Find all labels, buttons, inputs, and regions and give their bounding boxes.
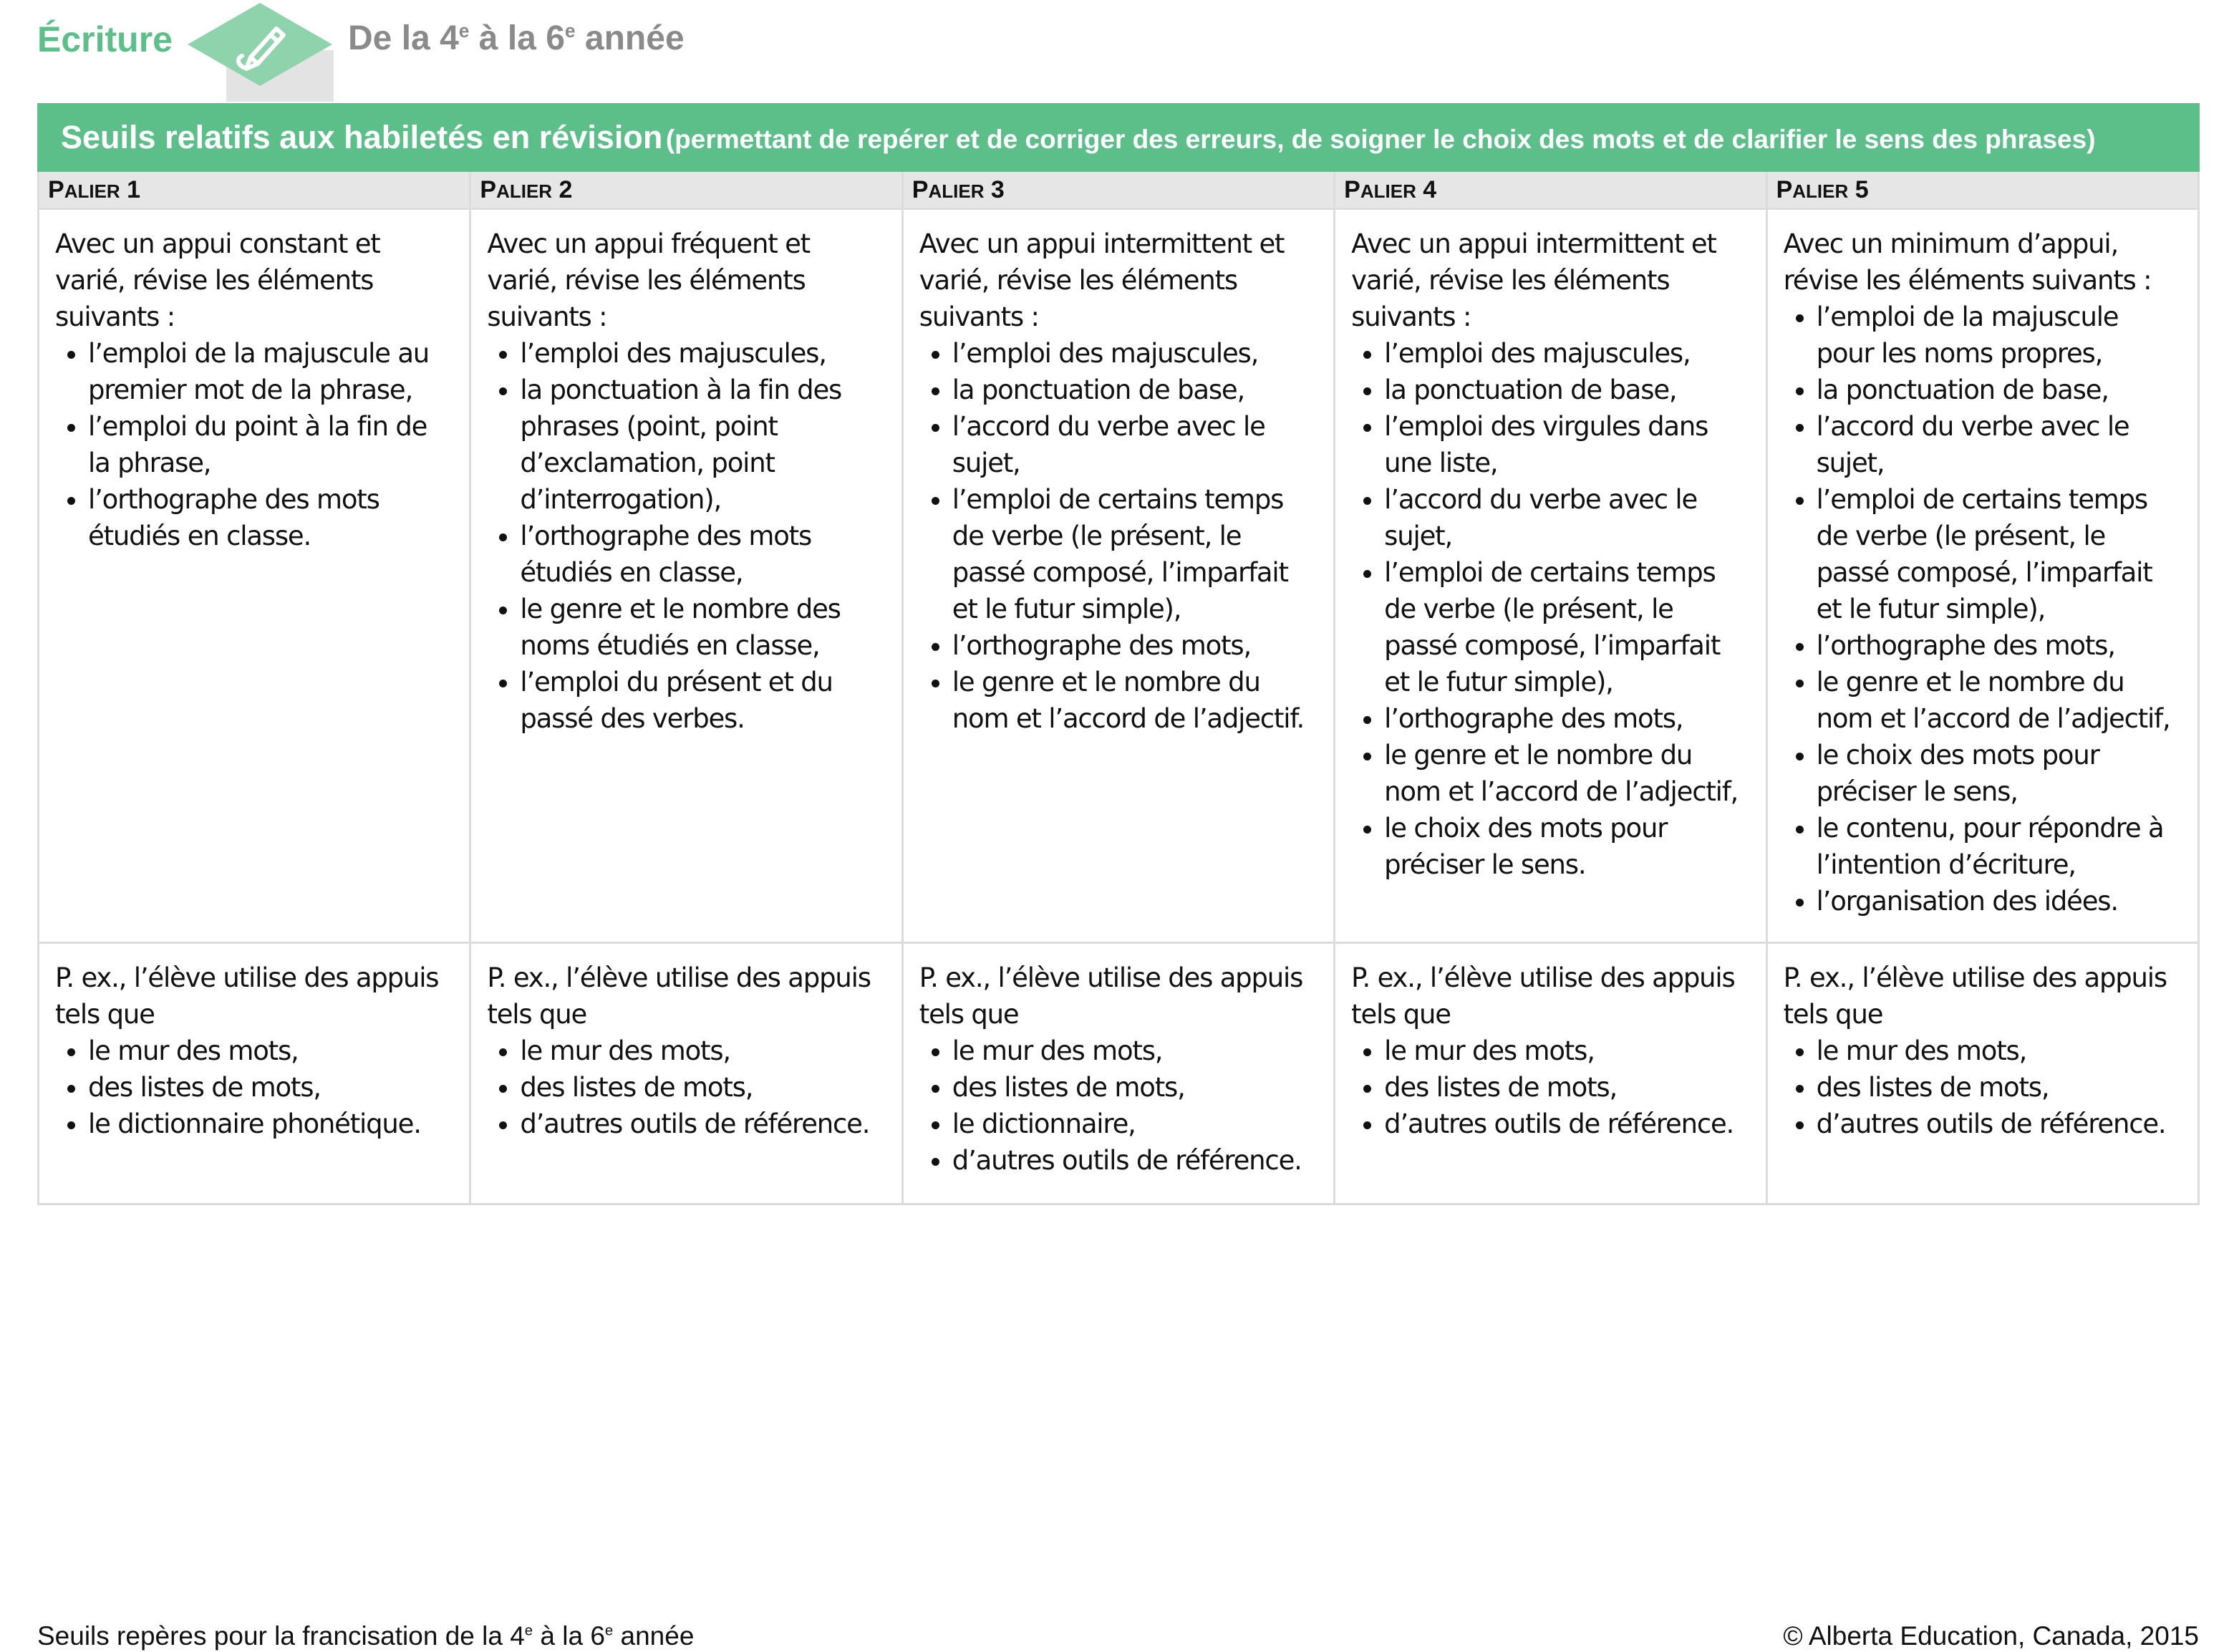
list-item: • l’emploi de certains temps de verbe (le présent, le passé composé, l’imparfait et le futur simple),: [1817, 481, 2182, 627]
list-item: • l’emploi du présent et du passé des verbes.: [520, 664, 885, 737]
bullet-list: [1784, 299, 2182, 919]
list-item: • d’autres outils de référence.: [952, 1142, 1317, 1179]
bullet-list: [487, 1033, 885, 1142]
footer-document-title: Seuils repères pour la francisation de la 4e à la 6e année: [37, 1621, 695, 1651]
list-item: • des listes de mots,: [88, 1069, 453, 1106]
bullet-list: [487, 335, 885, 737]
list-item: • d’autres outils de référence.: [1817, 1106, 2182, 1142]
table-cell: [470, 943, 902, 1204]
list-item: • l’orthographe des mots,: [952, 627, 1317, 664]
column-header-palier-5: PALIER 5: [1766, 171, 2198, 209]
cell-intro: Avec un appui fréquent et varié, révise les éléments suivants :: [487, 228, 810, 332]
list-item: • l’organisation des idées.: [1817, 883, 2182, 919]
footer-copyright: © Alberta Education, Canada, 2015: [1783, 1621, 2199, 1651]
cell-intro: Avec un minimum d’appui, révise les éléments suivants :: [1783, 228, 2152, 296]
list-item: • des listes de mots,: [1384, 1069, 1749, 1106]
list-item: • le mur des mots,: [520, 1033, 885, 1069]
list-item: • la ponctuation à la fin des phrases (point, point d’exclamation, point d’interrogation),: [520, 372, 885, 518]
list-item: • l’emploi des majuscules,: [1384, 335, 1749, 372]
list-item: • l’emploi des majuscules,: [520, 335, 885, 372]
table-cell: [39, 943, 470, 1204]
list-item: • d’autres outils de référence.: [520, 1106, 885, 1142]
cell-intro: P. ex., l’élève utilise des appuis tels que: [55, 962, 439, 1030]
bullet-list: [919, 1033, 1317, 1179]
list-item: • le choix des mots pour préciser le sens,: [1817, 737, 2182, 810]
grade-range: De la 4e à la 6e année: [348, 19, 685, 57]
cell-intro: Avec un appui intermittent et varié, révise les éléments suivants :: [919, 228, 1285, 332]
bullet-list: [919, 335, 1317, 737]
table-row: [39, 943, 2199, 1204]
list-item: • la ponctuation de base,: [952, 372, 1317, 408]
table-cell: [1335, 209, 1766, 943]
list-item: • l’accord du verbe avec le sujet,: [952, 408, 1317, 481]
list-item: • le mur des mots,: [952, 1033, 1317, 1069]
column-header-palier-2: PALIER 2: [470, 171, 902, 209]
page-header: [0, 0, 2229, 100]
bullet-list: [1351, 1033, 1749, 1142]
list-item: • le genre et le nombre du nom et l’accord de l’adjectif.: [952, 664, 1317, 737]
list-item: • l’emploi du point à la fin de la phrase,: [88, 408, 453, 481]
list-item: • l’emploi de certains temps de verbe (le présent, le passé composé, l’imparfait et le futur simple),: [1384, 554, 1749, 700]
list-item: • l’emploi de la majuscule pour les noms propres,: [1817, 299, 2182, 372]
list-item: • l’emploi des majuscules,: [952, 335, 1317, 372]
cell-intro: Avec un appui intermittent et varié, révise les éléments suivants :: [1351, 228, 1716, 332]
table-cell: [39, 209, 470, 943]
list-item: • l’orthographe des mots,: [1384, 700, 1749, 737]
list-item: • l’emploi de certains temps de verbe (le présent, le passé composé, l’imparfait et le futur simple),: [952, 481, 1317, 627]
list-item: • le choix des mots pour préciser le sens.: [1384, 810, 1749, 883]
list-item: • le contenu, pour répondre à l’intention d’écriture,: [1817, 810, 2182, 883]
list-item: • d’autres outils de référence.: [1384, 1106, 1749, 1142]
list-item: • l’orthographe des mots étudiés en classe,: [520, 518, 885, 591]
table-cell: [902, 943, 1334, 1204]
cell-intro: P. ex., l’élève utilise des appuis tels que: [487, 962, 871, 1030]
cell-intro: Avec un appui constant et varié, révise les éléments suivants :: [55, 228, 380, 332]
list-item: • l’orthographe des mots,: [1817, 627, 2182, 664]
list-item: • l’accord du verbe avec le sujet,: [1384, 481, 1749, 554]
list-item: • le genre et le nombre du nom et l’accord de l’adjectif,: [1817, 664, 2182, 737]
table-row: [39, 209, 2199, 943]
table-cell: [470, 209, 902, 943]
list-item: • l’emploi des virgules dans une liste,: [1384, 408, 1749, 481]
list-item: • des listes de mots,: [520, 1069, 885, 1106]
table-cell: [1335, 943, 1766, 1204]
table-title: Seuils relatifs aux habiletés en révision (permettant de repérer et de corriger des erreurs, de soigner le choix des mots et de clarifier le sens des phrases): [39, 105, 2199, 171]
pencil-diamond-icon: [185, 1, 335, 87]
list-item: • l’accord du verbe avec le sujet,: [1817, 408, 2182, 481]
bullet-list: [55, 335, 453, 554]
list-item: • le mur des mots,: [1384, 1033, 1749, 1069]
list-item: • le mur des mots,: [1817, 1033, 2182, 1069]
list-item: • le genre et le nombre des noms étudiés en classe,: [520, 591, 885, 664]
list-item: • des listes de mots,: [1817, 1069, 2182, 1106]
bullet-list: [1351, 335, 1749, 883]
list-item: • des listes de mots,: [952, 1069, 1317, 1106]
list-item: • l’emploi de la majuscule au premier mot de la phrase,: [88, 335, 453, 408]
thresholds-table: [37, 103, 2200, 1205]
table-cell: [902, 209, 1334, 943]
bullet-list: [55, 1033, 453, 1142]
category-title: Écriture: [37, 19, 173, 59]
list-item: • le genre et le nombre du nom et l’accord de l’adjectif,: [1384, 737, 1749, 810]
list-item: • le dictionnaire phonétique.: [88, 1106, 453, 1142]
column-header-palier-3: PALIER 3: [902, 171, 1334, 209]
list-item: • le dictionnaire,: [952, 1106, 1317, 1142]
list-item: • la ponctuation de base,: [1384, 372, 1749, 408]
list-item: • le mur des mots,: [88, 1033, 453, 1069]
cell-intro: P. ex., l’élève utilise des appuis tels que: [1783, 962, 2167, 1030]
column-header-palier-4: PALIER 4: [1335, 171, 1766, 209]
table-cell: [1766, 943, 2198, 1204]
list-item: • l’orthographe des mots étudiés en classe.: [88, 481, 453, 554]
cell-intro: P. ex., l’élève utilise des appuis tels que: [919, 962, 1303, 1030]
list-item: • la ponctuation de base,: [1817, 372, 2182, 408]
cell-intro: P. ex., l’élève utilise des appuis tels que: [1351, 962, 1735, 1030]
table-title-row: [39, 105, 2199, 171]
column-header-palier-1: PALIER 1: [39, 171, 470, 209]
column-header-row: [39, 171, 2199, 209]
table-cell: [1766, 209, 2198, 943]
bullet-list: [1784, 1033, 2182, 1142]
